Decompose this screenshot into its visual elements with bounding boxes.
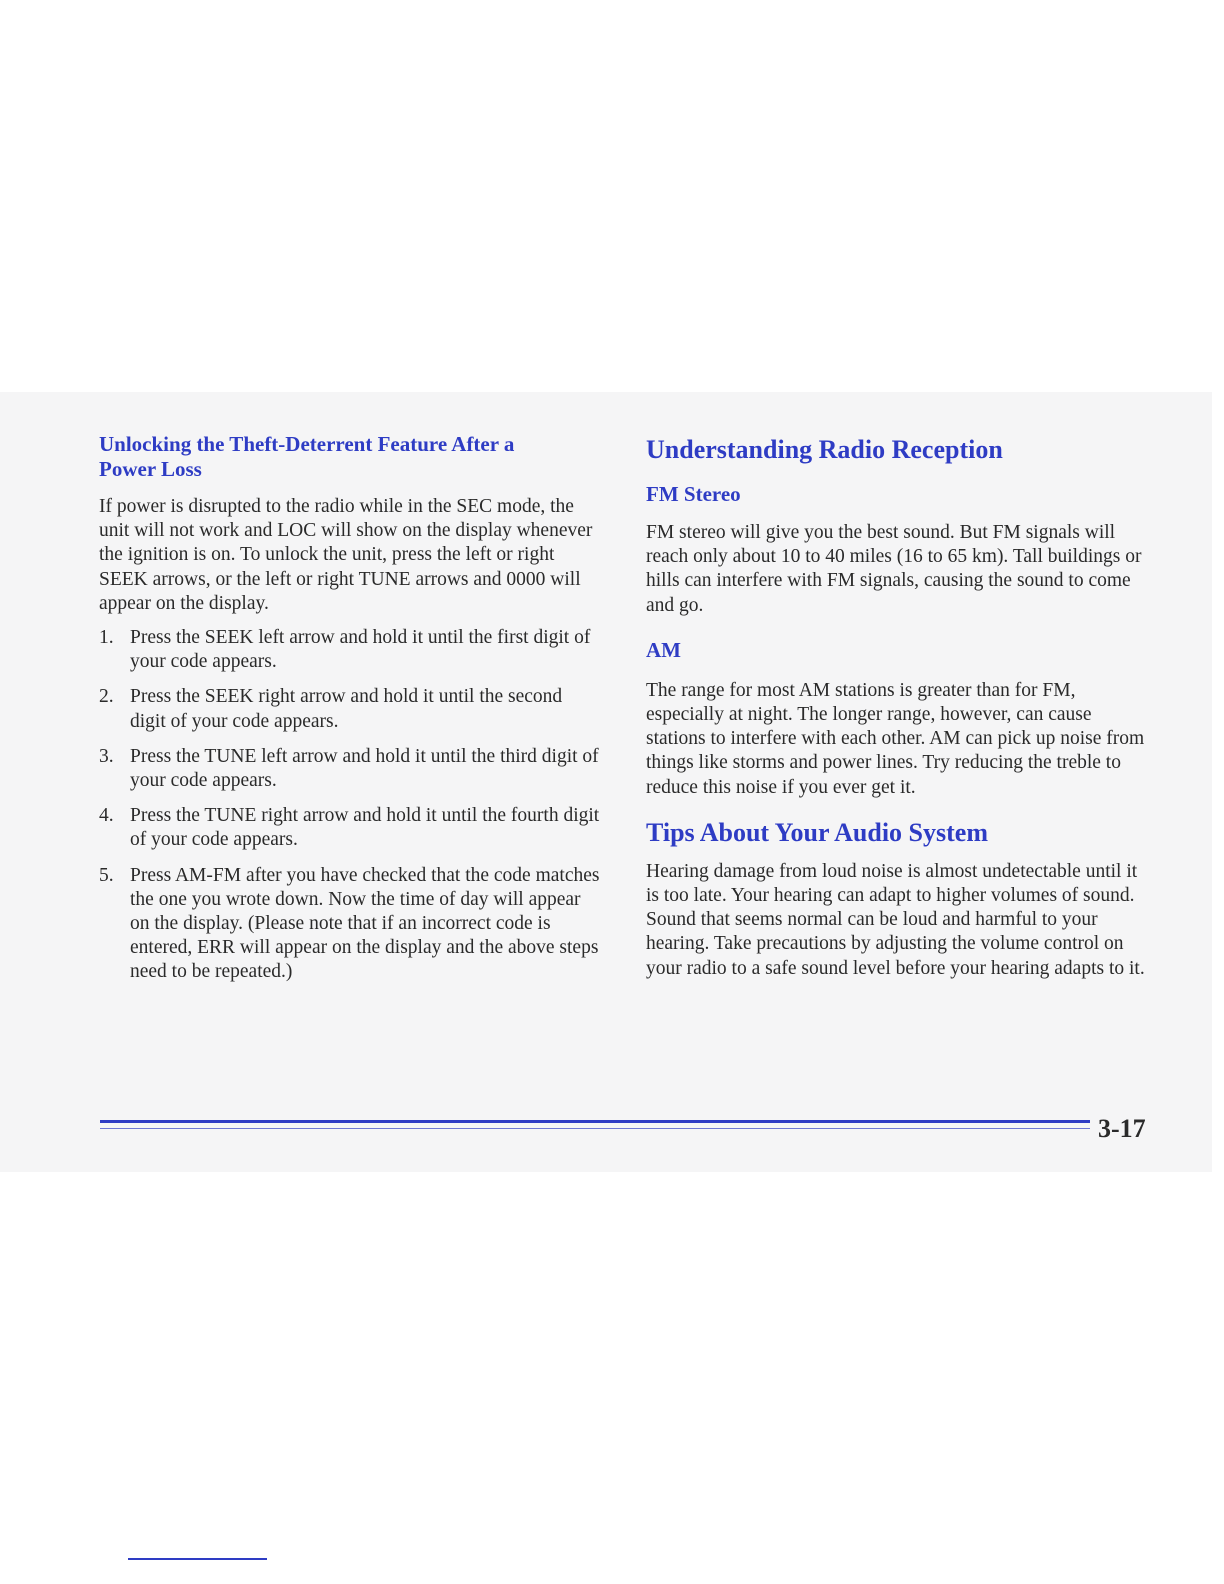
- am-text: The range for most AM stations is greater than for FM, especially at night. The longer range, however, can cause stations to interfere with each other. AM can pick up noise from things like storms and power lines. Try reducing the treble to reduce this noise if you ever get it.: [646, 679, 1145, 798]
- footer-rule-thick: [100, 1120, 1090, 1123]
- step-number: 2.: [99, 686, 114, 708]
- radio-reception-heading: Understanding Radio Reception: [646, 435, 1003, 464]
- step-text: Press the TUNE right arrow and hold it until the fourth digit of your code appears.: [130, 805, 600, 851]
- fm-stereo-text: FM stereo will give you the best sound. But FM signals will reach only about 10 to 40 miles (16 to 65 km). Tall buildings or hills can interfere with FM signals, causing the sound to come and go.: [646, 522, 1142, 616]
- audio-tips-heading: Tips About Your Audio System: [646, 817, 988, 847]
- step-number: 5.: [99, 864, 114, 886]
- step-text: Press the SEEK right arrow and hold it until the second digit of your code appears.: [130, 686, 563, 732]
- theft-deterrent-heading-line1: Unlocking the Theft-Deterrent Feature After a: [99, 432, 515, 456]
- step-text: Press the SEEK left arrow and hold it until the first digit of your code appears.: [130, 627, 591, 673]
- audio-tips-text: Hearing damage from loud noise is almost undetectable until it is too late. Your hearing can adapt to higher volumes of sound. Sound that seems normal can be loud and harmful to your hearing. Take precautions by adjusting the volume control on your radio to a safe sound level before your hearing adapts to it.: [646, 860, 1145, 979]
- theft-deterrent-heading-line2: Power Loss: [99, 457, 202, 481]
- page-number: 3-17: [1098, 1114, 1146, 1143]
- list-item: [99, 864, 602, 985]
- unlock-steps-list: [99, 626, 602, 985]
- step-number: 3.: [99, 745, 114, 767]
- list-item: [99, 685, 602, 733]
- theft-deterrent-intro: If power is disrupted to the radio while in the SEC mode, the unit will not work and LOC will show on the display whenever the ignition is on. To unlock the unit, press the left or right SEEK arrows, or the left or right TUNE arrows and 0000 will appear on the display.: [99, 496, 593, 614]
- list-item: [99, 745, 602, 793]
- list-item: [99, 626, 602, 674]
- right-column: [646, 432, 1150, 981]
- left-column: [99, 432, 602, 996]
- step-text: Press the TUNE left arrow and hold it until the third digit of your code appears.: [130, 745, 599, 792]
- step-number: 4.: [99, 805, 114, 827]
- am-heading: AM: [646, 637, 681, 662]
- footer-rule: [100, 1120, 1090, 1132]
- page-content-band: [0, 392, 1212, 1172]
- theft-deterrent-heading: [99, 432, 602, 482]
- footer-rule-thin: [100, 1128, 1090, 1129]
- list-item: [99, 804, 602, 852]
- fm-stereo-heading: FM Stereo: [646, 482, 741, 506]
- bottom-divider: [128, 1558, 267, 1560]
- step-number: 1.: [99, 627, 114, 649]
- step-text: Press AM-FM after you have checked that the code matches the one you wrote down. Now the time of day will appear on the display. (Please note that if an incorrect code is entered, ERR will appear on the display and the above steps need to be repeated.): [130, 864, 600, 983]
